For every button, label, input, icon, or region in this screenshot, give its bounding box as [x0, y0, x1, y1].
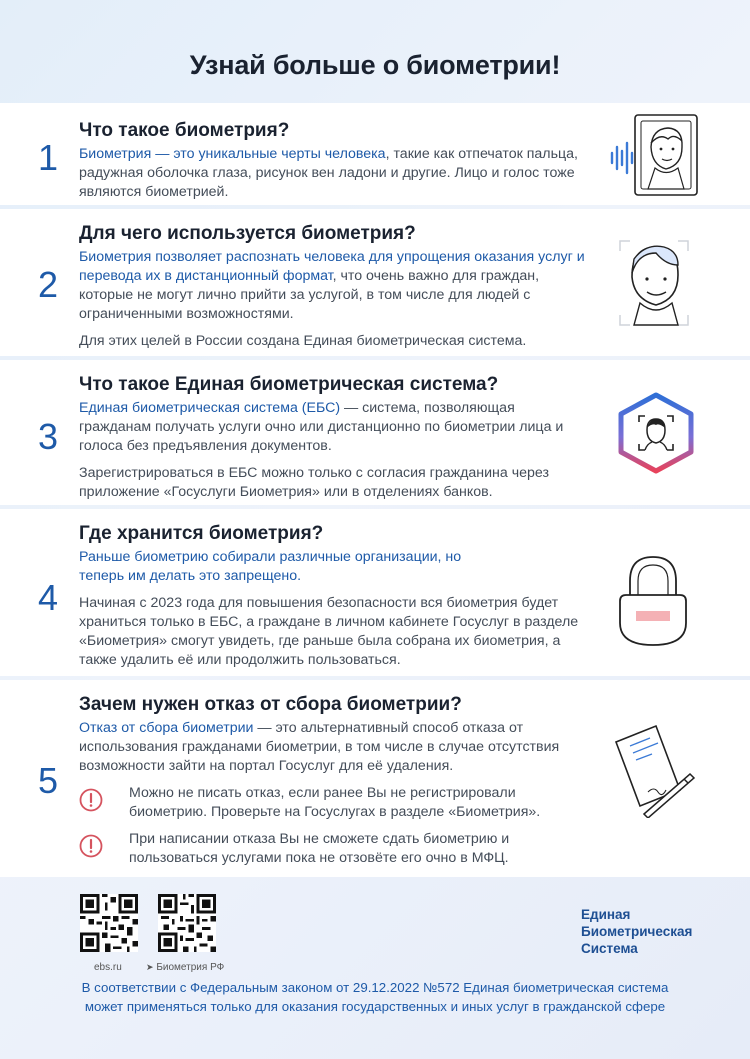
- section-heading: Где хранится биометрия?: [79, 523, 324, 544]
- body-text: Для этих целей в России создана Единая биометрическая система.: [79, 333, 527, 349]
- qr-code-telegram-icon[interactable]: [158, 894, 216, 952]
- body-text: Начиная с 2023 года для повышения безопасности вся биометрия будет храниться только в ЕБС, а граждане в личном кабинете Госуслуг в разделе «Биометрия» смогут увидеть, где раньше была собрана их биометрия, а также удалить её или продолжить пользоваться.: [79, 595, 579, 668]
- lock-icon: [614, 551, 692, 651]
- highlight-text: Биометрия — это уникальные черты человека: [79, 146, 386, 162]
- brand-line: Биометрическая: [581, 924, 693, 939]
- warning-text: При написании отказа Вы не сможете сдать биометрию и пользоваться услугами пока не отзовёте его очно в МФЦ.: [129, 831, 510, 866]
- section-number: 5: [37, 760, 59, 801]
- highlight-text: Единая биометрическая система (ЕБС): [79, 400, 341, 416]
- exclamation-circle-icon: [79, 834, 103, 858]
- section-biometrics-storage: [0, 509, 750, 676]
- exclamation-circle-icon: [79, 788, 103, 812]
- section-biometrics-usage: [0, 209, 750, 356]
- body-text: — это альтернативный способ отказа от использования гражданами биометрии, в том числе в случае отсутствия возможности зайти на портал Госуслуг для её удаления.: [79, 720, 560, 774]
- qr-caption: ebs.ru: [94, 962, 122, 973]
- section-refusal: [0, 680, 750, 877]
- section-ebs-definition: [0, 360, 750, 505]
- page-title: Узнай больше о биометрии!: [189, 50, 561, 80]
- section-heading: Зачем нужен отказ от сбора биометрии?: [79, 694, 462, 715]
- section-number: 1: [37, 137, 59, 178]
- qr-caption-telegram: [146, 962, 224, 973]
- section-number: 2: [37, 264, 59, 305]
- face-scan-illustration: [616, 237, 692, 329]
- qr-caption: Биометрия РФ: [156, 962, 225, 973]
- warning-item: [79, 830, 589, 868]
- law-notice: [0, 978, 750, 1016]
- brand-logo-text: [581, 906, 692, 957]
- warning-item: [79, 784, 589, 822]
- section-heading: Что такое биометрия?: [79, 120, 290, 141]
- section-heading: Что такое Единая биометрическая система?: [79, 374, 499, 395]
- ebs-logo-icon: [617, 392, 695, 474]
- telegram-icon: ➤: [146, 962, 154, 972]
- brand-line: Единая: [581, 907, 631, 922]
- highlight-text: Биометрия позволяет распознать человека для упрощения оказания услуг и перевода их в дистанционный формат: [79, 249, 585, 284]
- qr-code-ebs-icon[interactable]: [80, 894, 138, 952]
- body-text: , такие как отпечаток пальца, радужная оболочка глаза, рисунок вен ладони и другие. Лицо и голос тоже являются биометрией.: [79, 146, 578, 200]
- brand-line: Система: [581, 941, 638, 956]
- law-notice-line: В соответствии с Федеральным законом от 29.12.2022 №572 Единая биометрическая система: [81, 980, 669, 995]
- document-pen-illustration: [608, 720, 698, 818]
- body-text: — система, позволяющая гражданам получать услуги очно или дистанционно по биометрии лица и голоса без предъявления документов.: [79, 400, 564, 454]
- section-number: 3: [37, 416, 59, 457]
- section-heading: Для чего используется биометрия?: [79, 223, 416, 244]
- face-voice-illustration: [608, 111, 704, 201]
- warning-text: Можно не писать отказ, если ранее Вы не регистрировали биометрию. Проверьте на Госуслугах в разделе «Биометрия».: [129, 785, 541, 820]
- section-number: 4: [37, 577, 59, 618]
- body-text: , что очень важно для граждан, которые не могут лично прийти за услугой, в том числе для людей с ограниченными возможностями.: [79, 268, 540, 322]
- body-text: Зарегистрироваться в ЕБС можно только с согласия гражданина через приложение «Госуслуги Биометрия» или в отделениях банков.: [79, 465, 549, 500]
- highlight-text: Раньше биометрию собирали различные организации, но теперь им делать это запрещено.: [79, 549, 462, 584]
- section-what-is-biometrics: [0, 103, 750, 205]
- highlight-text: Отказ от сбора биометрии: [79, 720, 254, 736]
- law-notice-line: может применяться только для оказания государственных и иных услуг в гражданской сфере: [84, 999, 666, 1014]
